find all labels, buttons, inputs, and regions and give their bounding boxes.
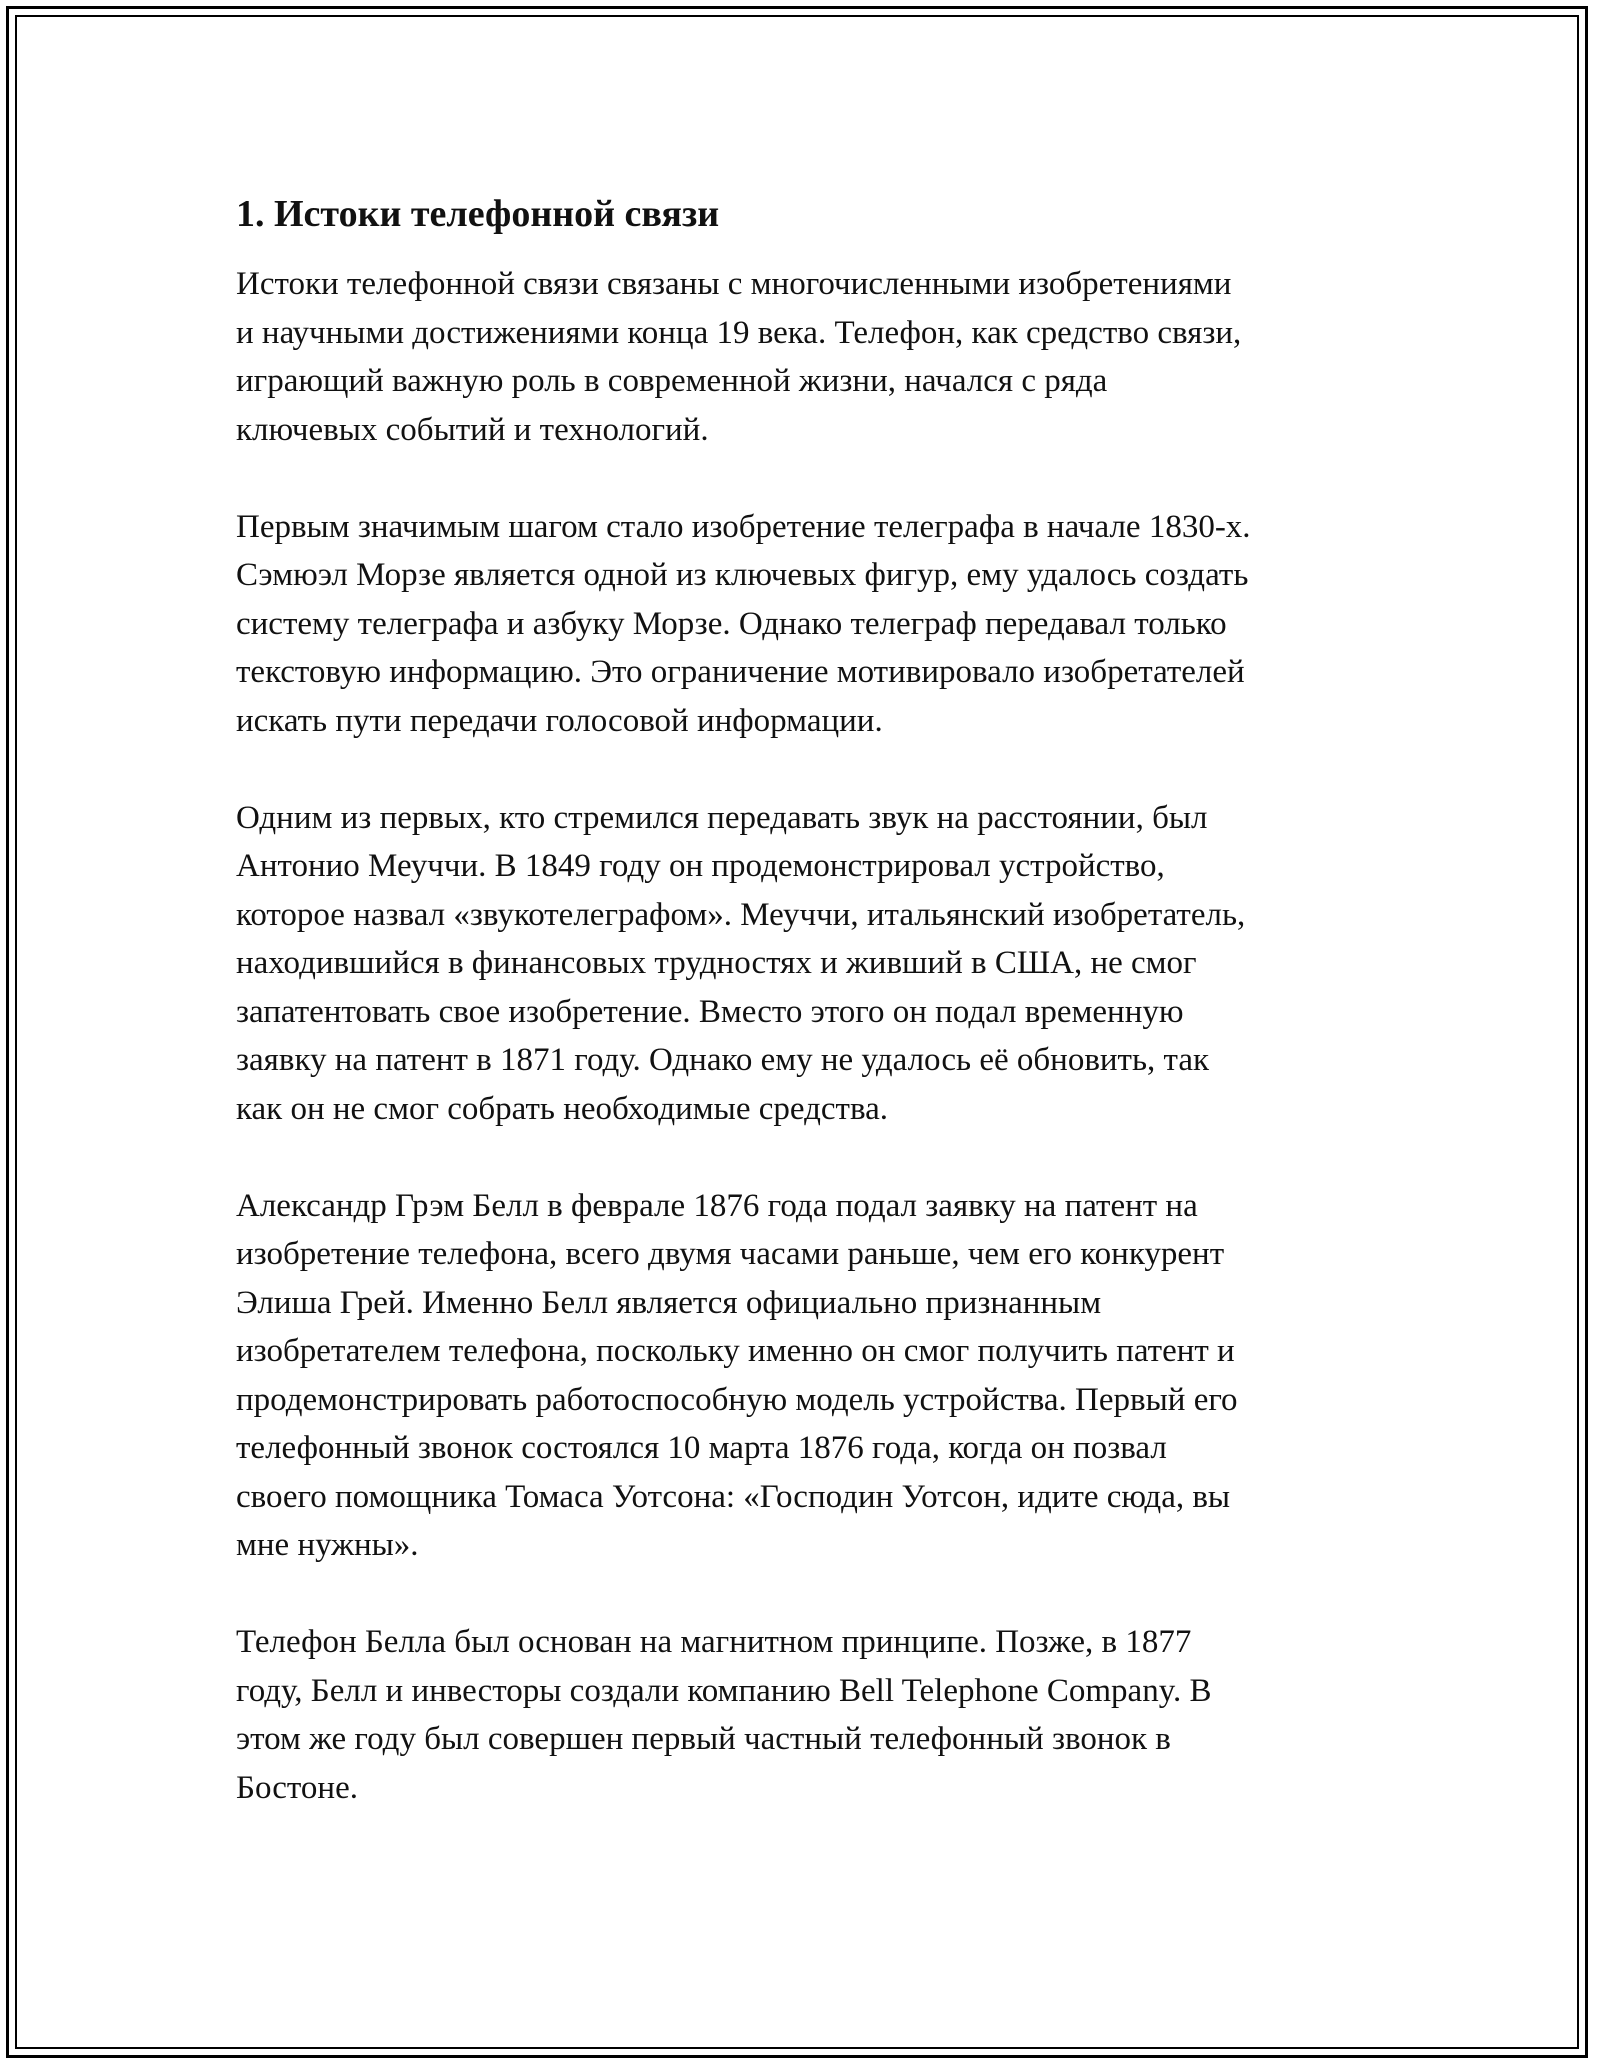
- paragraph-1: Истоки телефонной связи связаны с многочисленными изобретениями и научными достижениями конца 19 века. Телефон, как средство связи, играющий важную роль в современной жизни, начался с ряда ключевых событий и технологий.: [236, 266, 1242, 448]
- paragraph-4: Александр Грэм Белл в феврале 1876 года подал заявку на патент на изобретение телефона, всего двумя часами раньше, чем его конкурент Элиша Грей. Именно Белл является официально признанным изобретателем телефона, поскольку именно он смог получить патент и продемонстрировать работоспособную модель устройства. Первый его телефонный звонок состоялся 10 марта 1876 года, когда он позвал своего помощника Томаса Уотсона: «Господин Уотсон, идите сюда, вы мне нужны».: [236, 1187, 1238, 1563]
- paragraph-5: Телефон Белла был основан на магнитном принципе. Позже, в 1877 году, Белл и инвесторы создали компанию Bell Telephone Company. В этом же году был совершен первый частный телефонный звонок в Бостоне.: [236, 1624, 1212, 1806]
- paragraph-2: Первым значимым шагом стало изобретение телеграфа в начале 1830-х. Сэмюэл Морзе является одной из ключевых фигур, ему удалось создать систему телеграфа и азбуку Морзе. Однако телеграф передавал только текстовую информацию. Это ограничение мотивировало изобретателей искать пути передачи голосовой информации.: [236, 508, 1251, 739]
- section-title: 1. Истоки телефонной связи: [236, 193, 720, 235]
- paragraph-3: Одним из первых, кто стремился передавать звук на расстоянии, был Антонио Меуччи. В 1849 году он продемонстрировал устройство, которое назвал «звукотелеграфом». Меуччи, итальянский изобретатель, находившийся в финансовых трудностях и живший в США, не смог запатентовать свое изобретение. Вместо этого он подал временную заявку на патент в 1871 году. Однако ему не удалось её обновить, так как он не смог собрать необходимые средства.: [236, 799, 1246, 1127]
- document-body: [236, 186, 1366, 1861]
